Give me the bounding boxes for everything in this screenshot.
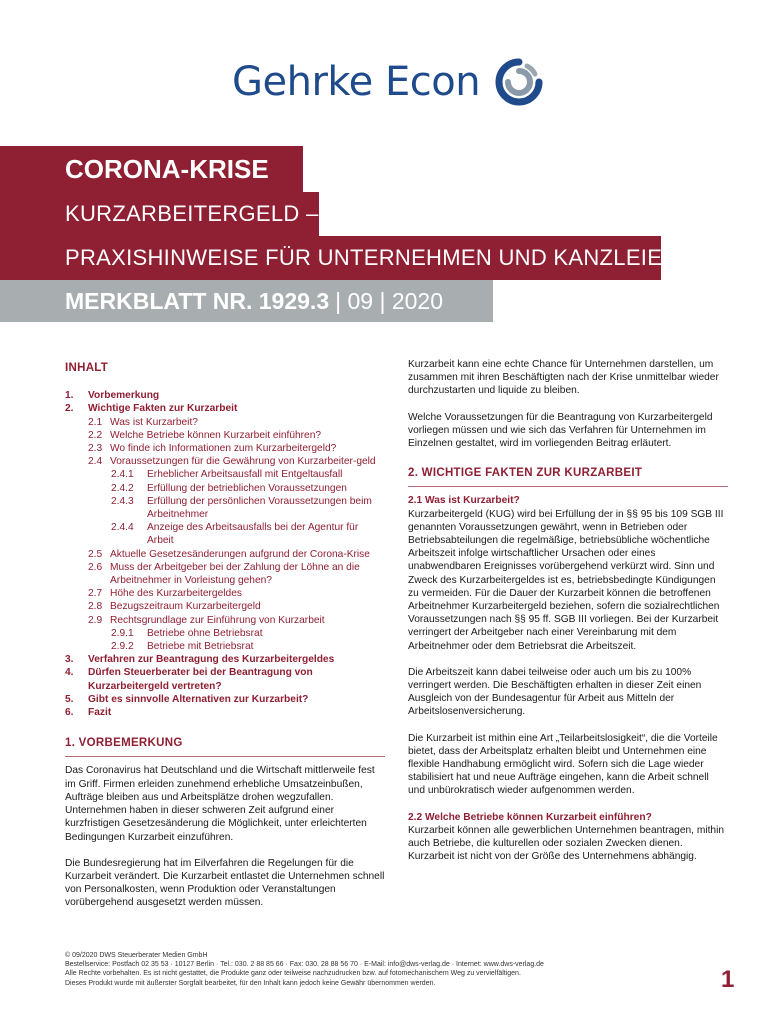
toc-item-text: Wo finde ich Informationen zum Kurzarbeitergeld? (110, 443, 337, 455)
toc-item (65, 495, 385, 521)
document-subtitle-line1: KURZARBEITERGELD – (65, 201, 319, 226)
left-column (65, 358, 385, 923)
toc-item-number: 6. (65, 707, 74, 719)
toc-item (65, 468, 385, 481)
toc-item-text: Voraussetzungen für die Gewährung von Kurzarbeiter-geld (110, 456, 376, 468)
toc-item-number: 2.8 (88, 601, 103, 613)
toc-item-text: Was ist Kurzarbeit? (110, 416, 198, 428)
toc-item-number: 2.9.2 (111, 641, 134, 653)
toc-item-number: 2.6 (88, 561, 103, 573)
toc-item-number: 2.9.1 (111, 627, 134, 639)
toc-item-text: Muss der Arbeitgeber bei der Zahlung der Löhne an die Arbeitnehmer in Vorleistung gehen? (110, 561, 360, 587)
toc-item-text: Betriebe mit Betriebsrat (147, 641, 254, 653)
toc-item-text: Höhe des Kurzarbeitergeldes (110, 588, 242, 600)
toc-item (65, 402, 385, 415)
page-number: 1 (721, 966, 735, 993)
toc-item-text: Fazit (88, 707, 112, 719)
toc-item-number: 2.4.3 (111, 495, 134, 507)
toc-heading: INHALT (65, 362, 109, 374)
title-band (0, 146, 303, 192)
toc-item (65, 442, 385, 455)
toc-item-number: 2. (65, 403, 74, 415)
toc-item (65, 640, 385, 653)
subtitle-band-1 (0, 192, 319, 236)
footer (65, 951, 705, 988)
table-of-contents (65, 389, 385, 719)
paragraph: Kurzarbeit kann eine echte Chance für Unternehmen darstellen, um zusammen mit ihren Beschäftigten nach der Krise unmittelbar wieder durchzustarten und liquide zu bleiben. (408, 359, 719, 397)
toc-item (65, 587, 385, 600)
toc-item (65, 693, 385, 706)
brand-name: Gehrke Econ (232, 59, 481, 105)
footer-copyright: © 09/2020 DWS Steuerberater Medien GmbH (65, 952, 208, 959)
subsection-heading-was-ist-kurzarbeit: 2.1 Was ist Kurzarbeit? (408, 495, 520, 507)
toc-item (65, 666, 385, 692)
paragraph: Die Kurzarbeit ist mithin eine Art „Teilarbeitslosigkeit“, die die Vorteile bietet, dass der Arbeitsplatz erhalten bleibt und Unternehmen eine flexible Handhabung ermöglicht wird. Sofern sich die Lage wieder stabilisiert hat und neue Aufträge eingehen, kann die Arbeit schnell und unbürokratisch wieder aufgenommen werden. (408, 732, 718, 797)
paragraph: Kurzarbeitergeld (KUG) wird bei Erfüllung der in §§ 95 bis 109 SGB III genannten Voraussetzungen gewährt, wenn in Betrieben oder Betriebsabteilungen die regelmäßige, betriebsübliche wöchentliche Arbeitszeit infolge wirtschaftlicher Ursachen oder eines unabwendbaren Ereignisses vorübergehend verkürzt wird. Sinn und Zweck des Kurzarbeitergeldes ist es, betriebsbedingte Kündigungen zu vermeiden. Für die Dauer der Kurzarbeit können die betroffenen Arbeitnehmer Kurzarbeitergeld beziehen, sofern die sozialrechtlichen Voraussetzungen nach §§ 95 ff. SGB III vorliegen. Bei der Kurzarbeit verringert der Arbeitgeber nach einer Vereinbarung mit dem Arbeitnehmer oder dem Betriebsrat die Arbeitszeit. (408, 508, 724, 652)
paragraph: Die Bundesregierung hat im Eilverfahren die Regelungen für die Kurzarbeit verändert. Die Kurzarbeit entlastet die Unternehmen schnell von Personalkosten, wenn Produktion oder Veranstaltungen vorübergehend ausgesetzt werden müssen. (65, 857, 385, 909)
toc-item-number: 2.4 (88, 456, 103, 468)
document-subtitle-line2: PRAXISHINWEISE FÜR UNTERNEHMEN UND KANZLEIEN (65, 245, 679, 270)
toc-item (65, 614, 385, 627)
toc-item-number: 5. (65, 693, 74, 705)
footer-contact: Bestellservice: Postfach 02 35 53 · 10127 Berlin · Tel.: 030. 2 88 85 66 · Fax: 030. 28 88 56 70 · E-Mail: info@dws-verlag.de · Internet: www.dws-verlag.de (65, 961, 544, 969)
toc-item (65, 416, 385, 429)
toc-item (65, 429, 385, 442)
toc-item-text: Erfüllung der persönlichen Voraussetzungen beim Arbeitnehmer (147, 495, 372, 521)
toc-item-number: 2.1 (88, 416, 103, 428)
toc-item (65, 455, 385, 468)
sheet-date: | 09 | 2020 (335, 287, 443, 314)
toc-item-number: 2.3 (88, 443, 103, 455)
toc-item-number: 2.5 (88, 548, 103, 560)
toc-item-text: Wichtige Fakten zur Kurzarbeit (88, 403, 238, 415)
toc-item (65, 653, 385, 666)
toc-item (65, 521, 385, 547)
toc-item-number: 3. (65, 654, 74, 666)
toc-item-number: 2.2 (88, 429, 103, 441)
toc-item-number: 2.7 (88, 588, 103, 600)
toc-item-number: 2.9 (88, 614, 103, 626)
toc-item-text: Anzeige des Arbeitsausfalls bei der Agentur für Arbeit (147, 522, 359, 547)
paragraph: Das Coronavirus hat Deutschland und die Wirtschaft mittlerweile fest im Griff. Firmen erleiden zunehmend erhebliche Umsatzeinbußen, Aufträge bleiben aus und Arbeitsplätze drohen wegzufallen. Unternehmen haben in dieser schweren Zeit aufgrund einer kurzfristigen Gesetzesänderung die Möglichkeit, unter erleichterten Bedingungen Kurzarbeit einzuführen. (65, 765, 375, 843)
paragraph: Kurzarbeit können alle gewerblichen Unternehmen beantragen, mithin auch Betriebe, die kulturellen oder sozialen Zwecken dienen. Kurzarbeit ist nicht von der Größe des Unternehmens abhängig. (408, 824, 725, 863)
section-heading-vorbemerkung: 1. VORBEMERKUNG (65, 737, 385, 757)
right-column (408, 358, 728, 877)
toc-item-number: 1. (65, 390, 74, 402)
subtitle-band-2 (0, 236, 679, 280)
toc-item-text: Erfüllung der betrieblichen Voraussetzungen (147, 482, 347, 494)
toc-item (65, 600, 385, 613)
toc-item-text: Verfahren zur Beantragung des Kurzarbeitergeldes (88, 654, 335, 666)
footer-disclaimer: Dieses Produkt wurde mit äußerster Sorgfalt bearbeitet, für den Inhalt kann jedoch keine Gewähr übernommen werden. (65, 979, 436, 987)
toc-item-text: Rechtsgrundlage zur Einführung von Kurzarbeit (110, 614, 325, 626)
toc-item (65, 482, 385, 495)
toc-item-text: Gibt es sinnvolle Alternativen zur Kurzarbeit? (88, 693, 309, 705)
toc-item-text: Betriebe ohne Betriebsrat (147, 627, 263, 639)
toc-item-text: Aktuelle Gesetzesänderungen aufgrund der Corona-Krise (110, 548, 370, 560)
sheet-number-band (0, 280, 493, 322)
toc-item-text: Dürfen Steuerberater bei der Beantragung von Kurzarbeitergeld vertreten? (88, 667, 313, 692)
brand-logo (232, 52, 544, 112)
paragraph: Die Arbeitszeit kann dabei teilweise oder auch um bis zu 100% verringert werden. Die Beschäftigten erhalten in dieser Zeit einen Ausgleich von der Bundesagentur für Arbeit aus Mitteln der Arbeitslosenversicherung. (408, 666, 702, 718)
subsection-heading-welche-betriebe: 2.2 Welche Betriebe können Kurzarbeit einführen? (408, 811, 652, 823)
toc-item (65, 548, 385, 561)
sheet-label: MERKBLATT NR. 1929.3 (65, 287, 330, 314)
toc-item (65, 706, 385, 719)
section-heading-wichtige-fakten: 2. WICHTIGE FAKTEN ZUR KURZARBEIT (408, 467, 728, 487)
paragraph: Welche Voraussetzungen für die Beantragung von Kurzarbeitergeld vorliegen müssen und wie sich das Verfahren für Unternehmen im Einzelnen gestaltet, wird im vorliegenden Beitrag erläutert. (408, 411, 713, 450)
swirl-logo-icon (494, 57, 544, 107)
toc-item-number: 2.4.2 (111, 482, 134, 494)
toc-item-text: Vorbemerkung (88, 390, 160, 402)
toc-item (65, 561, 385, 587)
toc-item-number: 4. (65, 667, 74, 679)
toc-item-number: 2.4.4 (111, 522, 134, 534)
toc-item-number: 2.4.1 (111, 469, 134, 481)
footer-rights: Alle Rechte vorbehalten. Es ist nicht gestattet, die Produkte ganz oder teilweise nachzudrucken bzw. auf fotomechanischem Weg zu vervielfältigen. (65, 970, 521, 978)
toc-item-text: Bezugszeitraum Kurzarbeitergeld (110, 601, 261, 613)
toc-item (65, 627, 385, 640)
toc-item (65, 389, 385, 402)
toc-item-text: Erheblicher Arbeitsausfall mit Entgeltausfall (147, 469, 343, 481)
document-title: CORONA-KRISE (65, 153, 269, 184)
toc-item-text: Welche Betriebe können Kurzarbeit einführen? (110, 429, 322, 441)
